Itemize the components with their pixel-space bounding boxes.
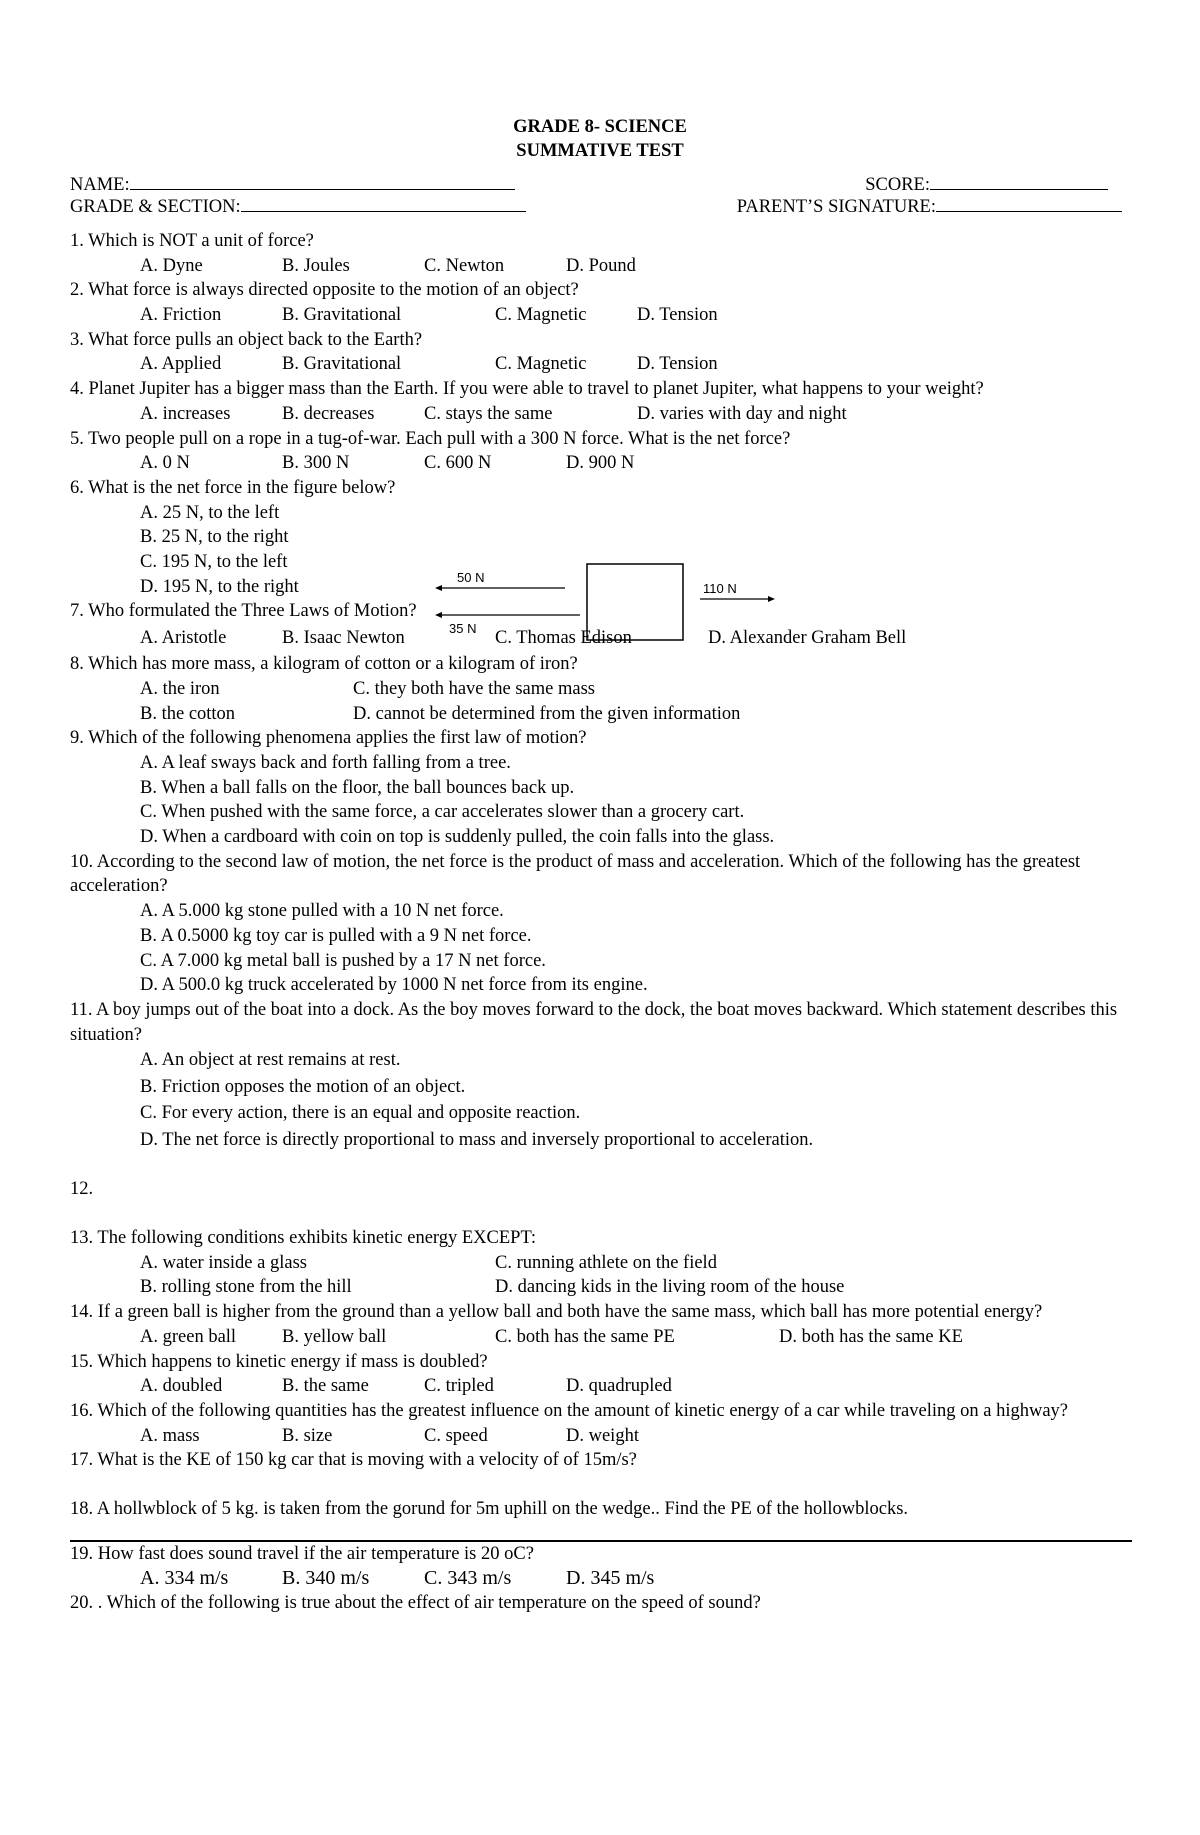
q11-option-d: D. The net force is directly proportional to mass and inversely proportional to acceleration.: [140, 1129, 814, 1150]
arrowhead-110n: [768, 596, 775, 602]
q10-option-a: A. A 5.000 kg stone pulled with a 10 N net force.: [140, 901, 504, 922]
q16-option-a: A. mass: [140, 1425, 200, 1446]
question-13: 13. The following conditions exhibits kinetic energy EXCEPT:: [70, 1228, 536, 1249]
q6-option-c: C. 195 N, to the left: [140, 552, 288, 573]
q13-option-d: D. dancing kids in the living room of the house: [495, 1277, 845, 1298]
q1-option-a: A. Dyne: [140, 255, 203, 276]
q2-option-d: D. Tension: [637, 305, 718, 326]
name-field[interactable]: [130, 173, 515, 190]
q1-option-b: B. Joules: [282, 255, 350, 276]
q14-option-c: C. both has the same PE: [495, 1326, 675, 1347]
q5-option-a: A. 0 N: [140, 453, 190, 474]
label-35n: 35 N: [449, 621, 477, 636]
question-6: 6. What is the net force in the figure below?: [70, 477, 396, 498]
q13-option-c: C. running athlete on the field: [495, 1252, 717, 1273]
q5-option-b: B. 300 N: [282, 453, 350, 474]
q3-option-a: A. Applied: [140, 354, 222, 375]
q3-option-b: B. Gravitational: [282, 354, 402, 375]
q2-option-b: B. Gravitational: [282, 305, 402, 326]
parent-signature-field[interactable]: [936, 195, 1122, 212]
q14-option-b: B. yellow ball: [282, 1326, 387, 1347]
q4-option-d: D. varies with day and night: [637, 403, 847, 424]
q1-option-c: C. Newton: [424, 255, 505, 276]
force-diagram: [435, 560, 775, 650]
question-4-options: [70, 402, 1130, 427]
q19-option-a: A. 334 m/s: [140, 1567, 229, 1590]
q4-option-a: A. increases: [140, 403, 231, 424]
q2-option-a: A. Friction: [140, 305, 222, 326]
header-row-2: [70, 195, 1130, 217]
q19-option-b: B. 340 m/s: [282, 1567, 370, 1590]
q6-option-d: D. 195 N, to the right: [140, 576, 299, 597]
question-13-options-row-2: [70, 1275, 1130, 1300]
arrowhead-50n: [435, 585, 442, 591]
q16-option-b: B. size: [282, 1425, 333, 1446]
q7-option-b: B. Isaac Newton: [282, 628, 405, 649]
question-2: 2. What force is always directed opposite to the motion of an object?: [70, 280, 579, 301]
question-7: 7. Who formulated the Three Laws of Motion?: [70, 601, 417, 622]
question-1-options: [70, 254, 1130, 279]
question-16: 16. Which of the following quantities has the greatest influence on the amount of kinetic energy of a car while traveling on a highway?: [70, 1400, 1069, 1421]
question-20: 20. . Which of the following is true about the effect of air temperature on the speed of sound?: [70, 1593, 761, 1614]
label-110n: 110 N: [703, 581, 737, 596]
q11-option-c: C. For every action, there is an equal and opposite reaction.: [140, 1103, 581, 1124]
q10-option-c: C. A 7.000 kg metal ball is pushed by a 17 N net force.: [140, 950, 546, 971]
q15-option-c: C. tripled: [424, 1376, 494, 1397]
question-8-options-row-1: [70, 677, 1130, 702]
q11-option-a: A. An object at rest remains at rest.: [140, 1050, 401, 1071]
question-8-options-row-2: [70, 702, 1130, 727]
question-3: 3. What force pulls an object back to the Earth?: [70, 329, 423, 350]
q3-option-d: D. Tension: [637, 354, 718, 375]
score-label: SCORE:: [865, 175, 930, 195]
question-13-options-row-1: [70, 1251, 1130, 1276]
name-label: NAME:: [70, 175, 130, 195]
question-15: 15. Which happens to kinetic energy if mass is doubled?: [70, 1351, 488, 1372]
question-17: 17. What is the KE of 150 kg car that is moving with a velocity of of 15m/s?: [70, 1450, 637, 1471]
q6-option-a: A. 25 N, to the left: [140, 502, 280, 523]
question-10: 10. According to the second law of motion, the net force is the product of mass and acceleration. Which of the following has the greatest acceleration?: [70, 851, 1081, 897]
question-5: 5. Two people pull on a rope in a tug-of-war. Each pull with a 300 N force. What is the net force?: [70, 428, 791, 449]
q10-option-d: D. A 500.0 kg truck accelerated by 1000 N net force from its engine.: [140, 975, 648, 996]
q13-option-b: B. rolling stone from the hill: [140, 1277, 352, 1298]
q1-option-d: D. Pound: [566, 255, 636, 276]
q2-option-c: C. Magnetic: [495, 305, 587, 326]
question-15-options: [70, 1374, 1130, 1399]
arrowhead-35n: [435, 612, 442, 618]
test-page: [70, 0, 1130, 1616]
question-8: 8. Which has more mass, a kilogram of cotton or a kilogram of iron?: [70, 654, 578, 675]
q13-option-a: A. water inside a glass: [140, 1252, 307, 1273]
grade-section-label: GRADE & SECTION:: [70, 197, 241, 217]
test-subtitle: SUMMATIVE TEST: [516, 141, 684, 161]
question-3-options: [70, 352, 1130, 377]
question-19: 19. How fast does sound travel if the air temperature is 20 oC?: [70, 1543, 534, 1564]
question-16-options: [70, 1424, 1130, 1449]
q15-option-a: A. doubled: [140, 1376, 223, 1397]
q10-option-b: B. A 0.5000 kg toy car is pulled with a 9 N net force.: [140, 925, 532, 946]
question-14: 14. If a green ball is higher from the ground than a yellow ball and both have the same mass, which ball has more potential energy?: [70, 1302, 1043, 1323]
q8-option-a: A. the iron: [140, 678, 220, 699]
q15-option-d: D. quadrupled: [566, 1376, 672, 1397]
question-14-options: [70, 1325, 1130, 1350]
label-50n: 50 N: [457, 570, 485, 585]
q3-option-c: C. Magnetic: [495, 354, 587, 375]
q16-option-d: D. weight: [566, 1425, 639, 1446]
question-18: 18. A hollwblock of 5 kg. is taken from the gorund for 5m uphill on the wedge.. Find the PE of the hollowblocks.: [70, 1499, 909, 1520]
q4-option-b: B. decreases: [282, 403, 375, 424]
question-11: 11. A boy jumps out of the boat into a dock. As the boy moves forward to the dock, the boat moves backward. Which statement describes this situation?: [70, 999, 1118, 1045]
question-9: 9. Which of the following phenomena applies the first law of motion?: [70, 728, 587, 749]
question-5-options: [70, 451, 1130, 476]
test-title: GRADE 8- SCIENCE: [513, 117, 687, 137]
q9-option-c: C. When pushed with the same force, a car accelerates slower than a grocery cart.: [140, 802, 745, 823]
box-object: [587, 564, 683, 640]
question-19-options: [70, 1566, 1130, 1591]
parent-signature-label: PARENT’S SIGNATURE:: [736, 197, 936, 217]
question-12: 12.: [70, 1179, 94, 1200]
q14-option-a: A. green ball: [140, 1326, 237, 1347]
q7-option-d: D. Alexander Graham Bell: [708, 628, 907, 649]
header-row-1: [70, 173, 1130, 195]
question-4: 4. Planet Jupiter has a bigger mass than the Earth. If you were able to travel to planet Jupiter, what happens to your weight?: [70, 379, 984, 400]
q19-option-c: C. 343 m/s: [424, 1567, 512, 1590]
q8-option-c: C. they both have the same mass: [353, 678, 595, 699]
q6-option-b: B. 25 N, to the right: [140, 527, 289, 548]
q7-option-a: A. Aristotle: [140, 628, 227, 649]
q8-option-d: D. cannot be determined from the given information: [353, 703, 741, 724]
q9-option-d: D. When a cardboard with coin on top is suddenly pulled, the coin falls into the glass.: [140, 827, 775, 848]
question-2-options: [70, 303, 1130, 328]
score-field[interactable]: [930, 173, 1108, 190]
q16-option-c: C. speed: [424, 1425, 488, 1446]
q14-option-d: D. both has the same KE: [779, 1326, 963, 1347]
q9-option-a: A. A leaf sways back and forth falling from a tree.: [140, 752, 511, 773]
q11-option-b: B. Friction opposes the motion of an object.: [140, 1076, 466, 1097]
q8-option-b: B. the cotton: [140, 703, 236, 724]
q5-option-d: D. 900 N: [566, 453, 635, 474]
q9-option-b: B. When a ball falls on the floor, the ball bounces back up.: [140, 777, 575, 798]
q5-option-c: C. 600 N: [424, 453, 492, 474]
question-1: 1. Which is NOT a unit of force?: [70, 231, 314, 251]
grade-section-field[interactable]: [241, 195, 526, 212]
q19-option-d: D. 345 m/s: [566, 1567, 655, 1590]
q7-option-c: C. Thomas Edison: [495, 628, 632, 649]
q4-option-c: C. stays the same: [424, 403, 553, 424]
q15-option-b: B. the same: [282, 1376, 369, 1397]
